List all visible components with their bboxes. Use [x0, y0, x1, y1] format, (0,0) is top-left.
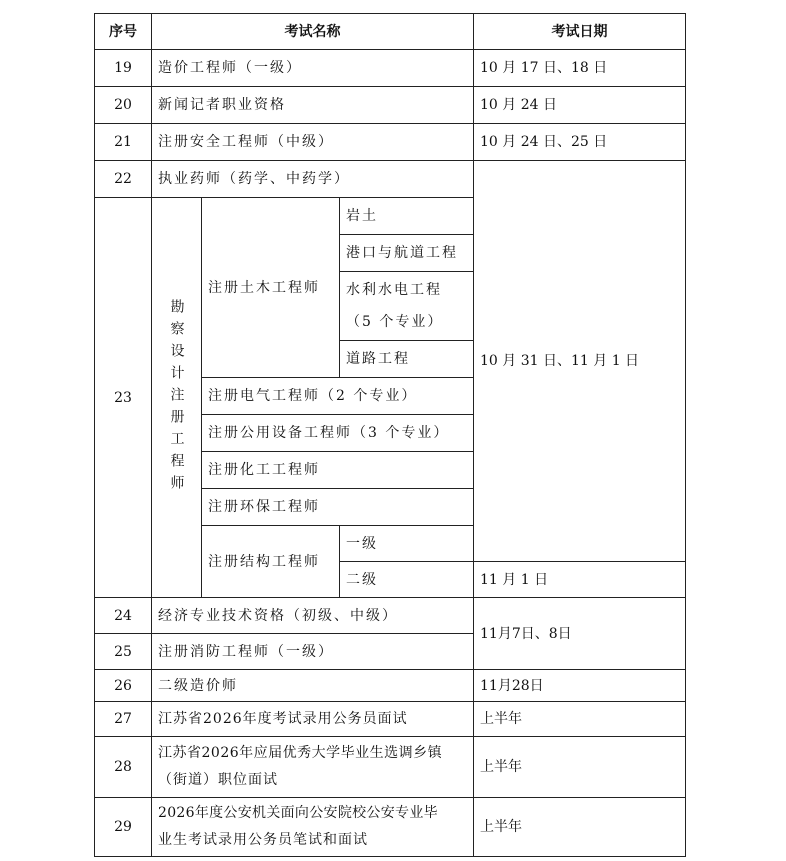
- row-29-name: [151, 797, 474, 857]
- date-22-23: 10 月 31 日、11 月 1 日: [473, 160, 686, 562]
- row-21-no: 21: [94, 123, 152, 161]
- row-23-group-label: 勘察设计注册工程师: [168, 298, 185, 497]
- row-23-utility: 注册公用设备工程师（3 个专业）: [201, 414, 474, 452]
- row-23-civil-sub-2: 港口与航道工程: [339, 234, 474, 272]
- row-23-civil: 注册土木工程师: [201, 197, 340, 378]
- row-23-env: 注册环保工程师: [201, 488, 474, 526]
- row-19-name: 造价工程师（一级）: [151, 49, 474, 87]
- date-24-25: 11月7日、8日: [473, 597, 686, 670]
- row-24-no: 24: [94, 597, 152, 634]
- row-28-name: [151, 736, 474, 798]
- row-23-structure-sub-2: 二级: [339, 561, 474, 598]
- row-28-name-l2: （街道）职位面试: [158, 772, 278, 788]
- row-25-no: 25: [94, 633, 152, 670]
- row-23-no: 23: [94, 197, 152, 598]
- row-20-date: 10 月 24 日: [473, 86, 686, 124]
- row-23-structure: 注册结构工程师: [201, 525, 340, 598]
- row-23-civil-sub-4: 道路工程: [339, 340, 474, 378]
- header-no: 序号: [94, 13, 152, 50]
- row-28-date: 上半年: [473, 736, 686, 798]
- row-21-name: 注册安全工程师（中级）: [151, 123, 474, 161]
- row-29-date: 上半年: [473, 797, 686, 857]
- row-26-date: 11月28日: [473, 669, 686, 702]
- row-21-date: 10 月 24 日、25 日: [473, 123, 686, 161]
- row-27-date: 上半年: [473, 701, 686, 737]
- header-name: 考试名称: [151, 13, 474, 50]
- row-20-name: 新闻记者职业资格: [151, 86, 474, 124]
- row-27-no: 27: [94, 701, 152, 737]
- row-29-name-l2: 业生考试录用公务员笔试和面试: [158, 832, 368, 848]
- row-28-no: 28: [94, 736, 152, 798]
- row-20-no: 20: [94, 86, 152, 124]
- row-29-name-l1: 2026年度公安机关面向公安院校公安专业毕: [158, 805, 438, 821]
- row-26-name: 二级造价师: [151, 669, 474, 702]
- header-date: 考试日期: [473, 13, 686, 50]
- row-23-civil-sub-3-l2: （5 个专业）: [346, 314, 444, 330]
- row-23-civil-sub-1: 岩土: [339, 197, 474, 235]
- row-24-name: 经济专业技术资格（初级、中级）: [151, 597, 474, 634]
- row-23-electric: 注册电气工程师（2 个专业）: [201, 377, 474, 415]
- row-23-civil-sub-3-l1: 水利水电工程: [346, 282, 442, 298]
- row-19-no: 19: [94, 49, 152, 87]
- date-structure-2: 11 月 1 日: [473, 561, 686, 598]
- row-23-civil-sub-3: [339, 271, 474, 341]
- row-29-no: 29: [94, 797, 152, 857]
- row-28-name-l1: 江苏省2026年应届优秀大学毕业生选调乡镇: [158, 745, 443, 761]
- row-23-group: [151, 197, 202, 598]
- row-25-name: 注册消防工程师（一级）: [151, 633, 474, 670]
- row-19-date: 10 月 17 日、18 日: [473, 49, 686, 87]
- row-23-structure-sub-1: 一级: [339, 525, 474, 562]
- row-22-no: 22: [94, 160, 152, 198]
- row-23-chemical: 注册化工工程师: [201, 451, 474, 489]
- row-27-name: 江苏省2026年度考试录用公务员面试: [151, 701, 474, 737]
- row-22-name: 执业药师（药学、中药学）: [151, 160, 474, 198]
- row-26-no: 26: [94, 669, 152, 702]
